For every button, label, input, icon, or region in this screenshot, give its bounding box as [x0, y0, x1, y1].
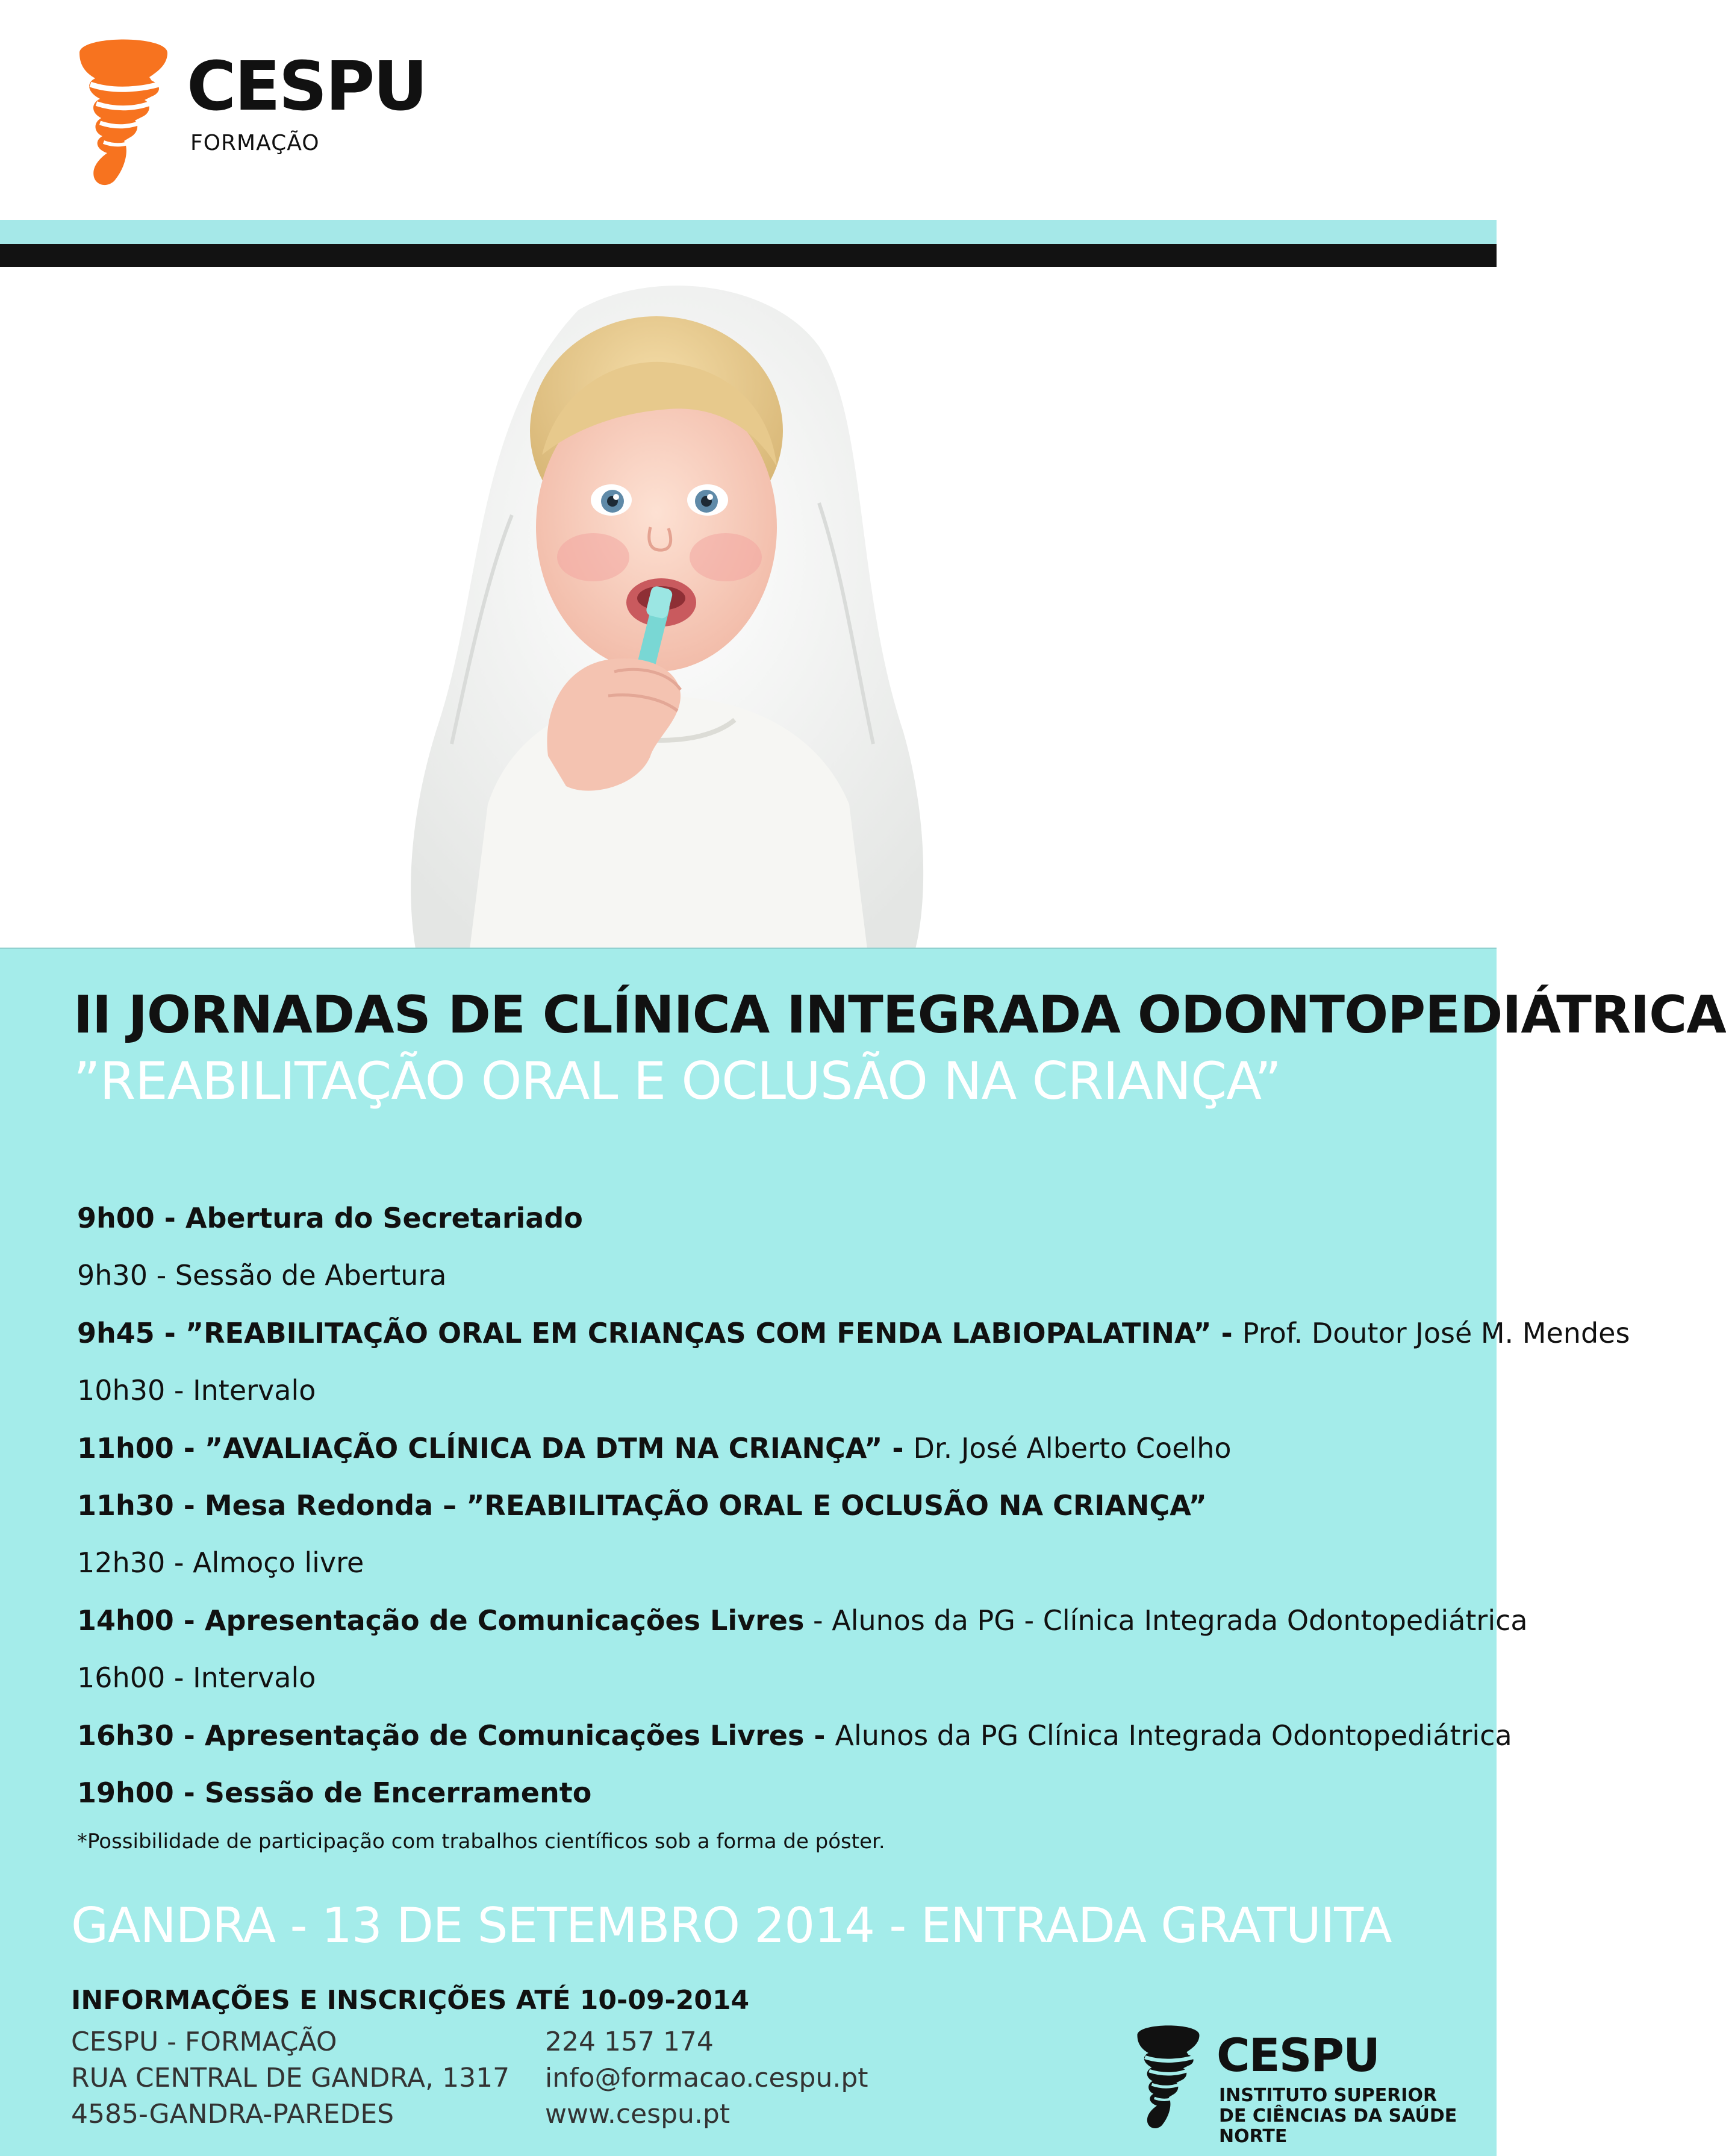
orange-tooth-logo-icon [72, 30, 175, 190]
schedule-item [77, 1429, 1462, 1486]
footer-logo-line: DE CIÊNCIAS DA SAÚDE [1219, 2105, 1457, 2126]
address-line: RUA CENTRAL DE GANDRA, 1317 [71, 2063, 510, 2093]
poster-note: *Possibilidade de participação com trabalhos científicos sob a forma de póster. [77, 1829, 885, 1854]
schedule-item-text: Alunos da PG Clínica Integrada Odontopediátrica [835, 1719, 1512, 1752]
contact-block [545, 2024, 868, 2133]
schedule-item [77, 1543, 1462, 1601]
schedule-item-text: 10h30 - Intervalo [77, 1374, 316, 1407]
black-tooth-logo-icon [1132, 2018, 1204, 2133]
schedule-item [77, 1199, 1462, 1256]
schedule-item-bold: 11h00 - ”AVALIAÇÃO CLÍNICA DA DTM NA CRIANÇA” - [77, 1431, 914, 1464]
schedule-item-bold: 9h00 - Abertura do Secretariado [77, 1202, 583, 1234]
baby-with-toothbrush-photo [397, 274, 976, 949]
address-line: 4585-GANDRA-PAREDES [71, 2099, 394, 2129]
logo-sub-text: FORMAÇÃO [190, 131, 320, 155]
schedule-item-bold: 19h00 - Sessão de Encerramento [77, 1776, 592, 1809]
schedule-item-text: 12h30 - Almoço livre [77, 1546, 364, 1580]
schedule-item [77, 1716, 1512, 1773]
info-title: INFORMAÇÕES E INSCRIÇÕES ATÉ 10-09-2014 [71, 1985, 750, 2016]
schedule-item [77, 1658, 1462, 1716]
black-divider-band [0, 244, 1497, 267]
footer-logo-brand: CESPU [1217, 2028, 1379, 2082]
event-subtitle: ”REABILITAÇÃO ORAL E OCLUSÃO NA CRIANÇA” [73, 1051, 1281, 1111]
email-link[interactable]: info@formacao.cespu.pt [545, 2063, 868, 2093]
footer-logo-line: INSTITUTO SUPERIOR [1219, 2085, 1438, 2106]
schedule-item [77, 1486, 1462, 1543]
schedule-item-bold: 14h00 - Apresentação de Comunicações Livres [77, 1604, 805, 1637]
address-line: CESPU - FORMAÇÃO [71, 2026, 337, 2057]
schedule-item [77, 1314, 1630, 1371]
cespu-formacao-logo [72, 30, 426, 193]
schedule-item-bold: 9h45 - ”REABILITAÇÃO ORAL EM CRIANÇAS COM FENDA LABIOPALATINA” - [77, 1316, 1242, 1349]
schedule-item-bold: 11h30 - Mesa Redonda – ”REABILITAÇÃO ORAL E OCLUSÃO NA CRIANÇA” [77, 1489, 1207, 1522]
website-link[interactable]: www.cespu.pt [545, 2099, 731, 2129]
footer-logo-line: NORTE [1219, 2126, 1288, 2147]
schedule-item [77, 1773, 1462, 1831]
schedule-item [77, 1371, 1462, 1428]
schedule-item-text: Prof. Doutor José M. Mendes [1242, 1316, 1630, 1349]
phone-number: 224 157 174 [545, 2026, 714, 2057]
schedule-item-text: 16h00 - Intervalo [77, 1661, 316, 1695]
schedule-item-text: Dr. José Alberto Coelho [913, 1431, 1232, 1464]
footer-logo-lines [1219, 2086, 1457, 2147]
schedule-list [77, 1199, 1630, 1831]
schedule-item [77, 1601, 1528, 1658]
event-date-location: GANDRA - 13 DE SETEMBRO 2014 - ENTRADA GRATUITA [71, 1898, 1392, 1954]
logo-brand-text: CESPU [187, 48, 426, 126]
address-block [71, 2024, 509, 2133]
schedule-item-text: - Alunos da PG - Clínica Integrada Odontopediátrica [804, 1604, 1528, 1637]
cespu-institute-logo [1132, 2018, 1469, 2151]
event-title: II JORNADAS DE CLÍNICA INTEGRADA ODONTOPEDIÁTRICA [73, 985, 1726, 1045]
teal-divider-band [0, 220, 1497, 244]
schedule-item [77, 1256, 1462, 1313]
schedule-item-text: 9h30 - Sessão de Abertura [77, 1259, 447, 1292]
schedule-item-bold: 16h30 - Apresentação de Comunicações Livres - [77, 1719, 835, 1752]
